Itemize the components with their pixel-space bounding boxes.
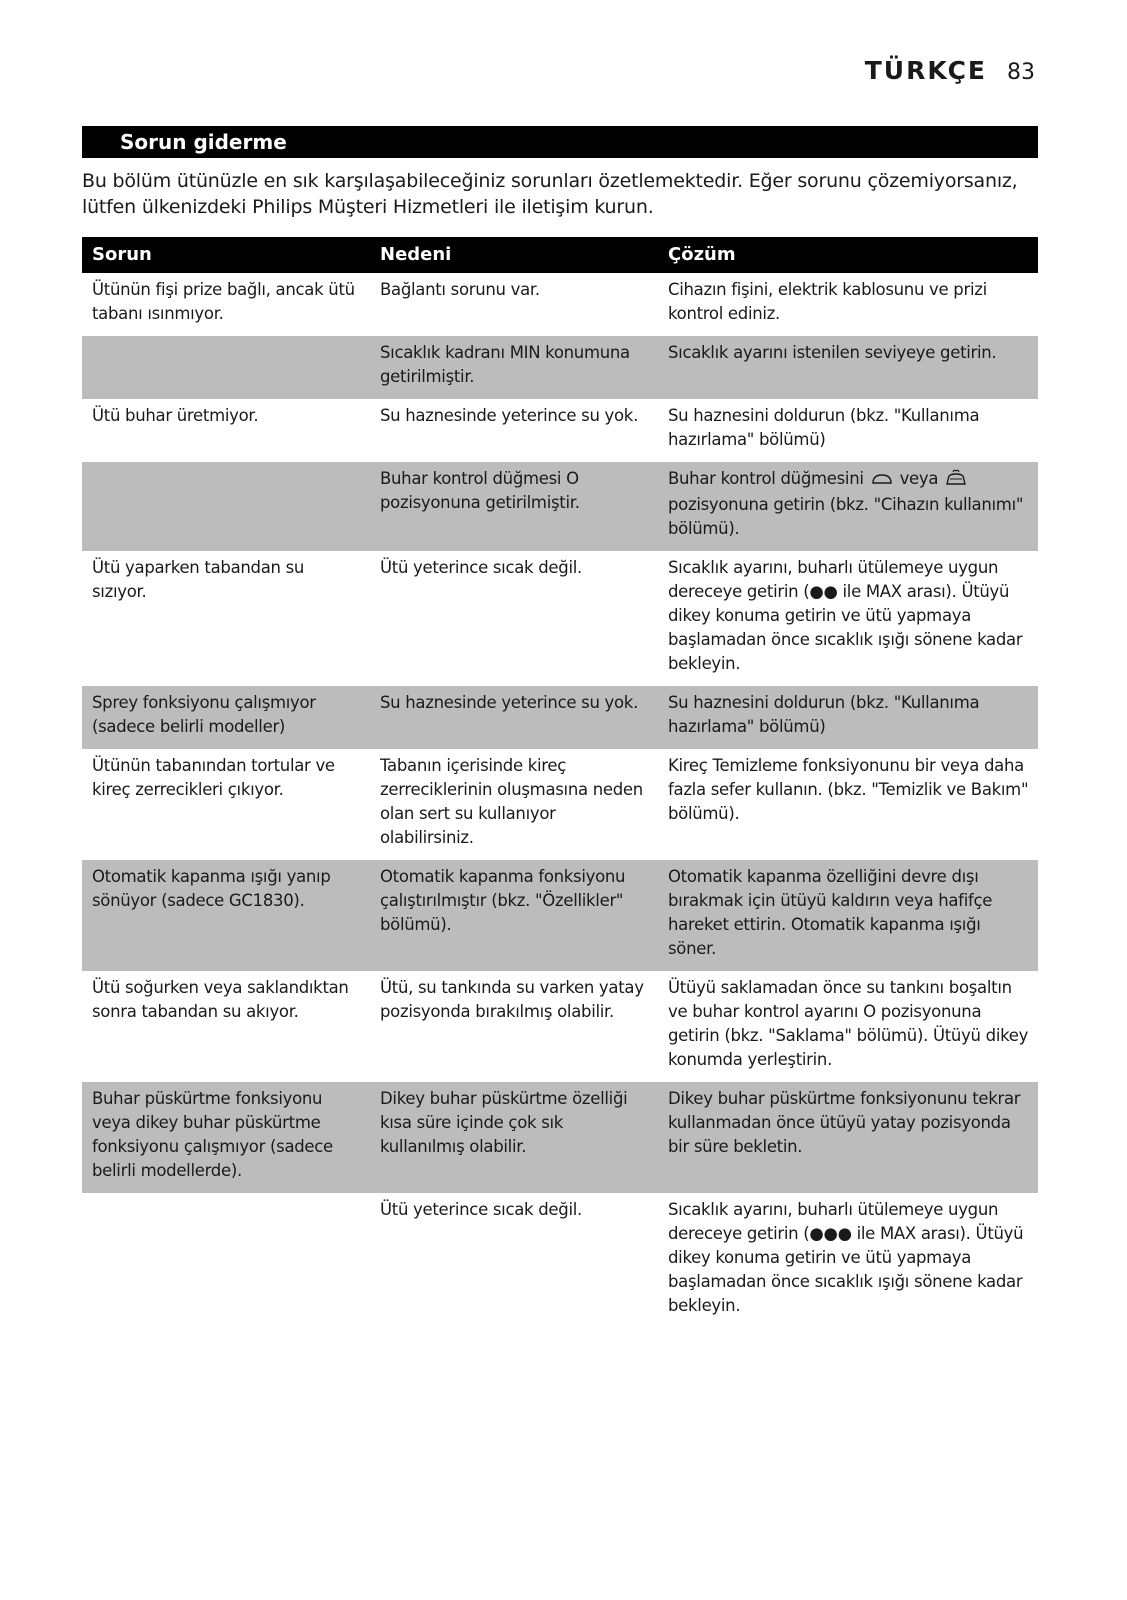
problem-cell: Ütü yaparken tabandan su sızıyor. xyxy=(82,551,370,686)
problem-cell: Ütü buhar üretmiyor. xyxy=(82,399,370,462)
cause-cell: Ütü yeterince sıcak değil. xyxy=(370,551,658,686)
table-row xyxy=(82,462,1038,551)
problem-cell xyxy=(82,1193,370,1328)
solution-cell: Kireç Temizleme fonksiyonunu bir veya daha fazla sefer kullanın. (bkz. "Temizlik ve Bakım" bölümü). xyxy=(658,749,1038,860)
table-row xyxy=(82,1082,1038,1193)
solution-cell: Cihazın fişini, elektrik kablosunu ve prizi kontrol ediniz. xyxy=(658,273,1038,336)
solution-cell: Otomatik kapanma özelliğini devre dışı bırakmak için ütüyü kaldırın veya hafifçe hareket ettirin. Otomatik kapanma ışığı söner. xyxy=(658,860,1038,971)
solution-text-part: Buhar kontrol düğmesini xyxy=(668,469,864,488)
section-title: Sorun giderme xyxy=(82,126,1038,158)
page-header xyxy=(865,56,1035,85)
solution-text-part: pozisyonuna getirin (bkz. "Cihazın kullanımı" bölümü). xyxy=(668,495,1024,538)
header-solution: Çözüm xyxy=(658,237,1038,273)
steam-low-icon xyxy=(871,469,893,493)
problem-cell xyxy=(82,462,370,551)
solution-cell: Sıcaklık ayarını, buharlı ütülemeye uygun dereceye getirin (●● ile MAX arası). Ütüyü dikey konuma getirin ve ütü yapmaya başlamadan önce sıcaklık ışığı sönene kadar bekleyin. xyxy=(658,551,1038,686)
problem-cell: Buhar püskürtme fonksiyonu veya dikey buhar püskürtme fonksiyonu çalışmıyor (sadece belirli modellerde). xyxy=(82,1082,370,1193)
cause-cell: Su haznesinde yeterince su yok. xyxy=(370,686,658,749)
table-row xyxy=(82,273,1038,336)
cause-cell: Bağlantı sorunu var. xyxy=(370,273,658,336)
problem-cell xyxy=(82,336,370,399)
cause-cell: Su haznesinde yeterince su yok. xyxy=(370,399,658,462)
cause-cell: Dikey buhar püskürtme özelliği kısa süre içinde çok sık kullanılmış olabilir. xyxy=(370,1082,658,1193)
problem-cell: Ütünün tabanından tortular ve kireç zerrecikleri çıkıyor. xyxy=(82,749,370,860)
table-row xyxy=(82,749,1038,860)
solution-cell: Sıcaklık ayarını istenilen seviyeye getirin. xyxy=(658,336,1038,399)
cause-cell: Otomatik kapanma fonksiyonu çalıştırılmıştır (bkz. "Özellikler" bölümü). xyxy=(370,860,658,971)
header-problem: Sorun xyxy=(82,237,370,273)
solution-cell xyxy=(658,462,1038,551)
table-row xyxy=(82,399,1038,462)
intro-paragraph: Bu bölüm ütünüzle en sık karşılaşabileceğiniz sorunları özetlemektedir. Eğer sorunu çözemiyorsanız, lütfen ülkenizdeki Philips Müşteri Hizmetleri ile iletişim kurun. xyxy=(82,170,1018,218)
cause-cell: Buhar kontrol düğmesi O pozisyonuna getirilmiştir. xyxy=(370,462,658,551)
problem-cell: Sprey fonksiyonu çalışmıyor (sadece belirli modeller) xyxy=(82,686,370,749)
table-row xyxy=(82,971,1038,1082)
solution-cell: Su haznesini doldurun (bkz. "Kullanıma hazırlama" bölümü) xyxy=(658,399,1038,462)
solution-cell: Sıcaklık ayarını, buharlı ütülemeye uygun dereceye getirin (●●● ile MAX arası). Ütüyü dikey konuma getirin ve ütü yapmaya başlamadan önce sıcaklık ışığı sönene kadar bekleyin. xyxy=(658,1193,1038,1328)
steam-high-icon xyxy=(945,468,967,493)
problem-cell: Otomatik kapanma ışığı yanıp sönüyor (sadece GC1830). xyxy=(82,860,370,971)
cause-cell: Ütü, su tankında su varken yatay pozisyonda bırakılmış olabilir. xyxy=(370,971,658,1082)
problem-cell: Ütünün fişi prize bağlı, ancak ütü tabanı ısınmıyor. xyxy=(82,273,370,336)
solution-text-part: veya xyxy=(899,469,939,488)
solution-cell: Su haznesini doldurun (bkz. "Kullanıma hazırlama" bölümü) xyxy=(658,686,1038,749)
table-row xyxy=(82,551,1038,686)
cause-cell: Tabanın içerisinde kireç zerreciklerinin oluşmasına neden olan sert su kullanıyor olabilirsiniz. xyxy=(370,749,658,860)
troubleshooting-table xyxy=(82,237,1038,1328)
page-number: 83 xyxy=(1007,60,1035,85)
table-row xyxy=(82,1193,1038,1328)
cause-cell: Ütü yeterince sıcak değil. xyxy=(370,1193,658,1328)
solution-cell: Ütüyü saklamadan önce su tankını boşaltın ve buhar kontrol ayarını O pozisyonuna getirin (bkz. "Saklama" bölümü). Ütüyü dikey konumda yerleştirin. xyxy=(658,971,1038,1082)
table-row xyxy=(82,686,1038,749)
solution-cell: Dikey buhar püskürtme fonksiyonunu tekrar kullanmadan önce ütüyü yatay pozisyonda bir süre bekletin. xyxy=(658,1082,1038,1193)
header-cause: Nedeni xyxy=(370,237,658,273)
table-header-row xyxy=(82,237,1038,273)
cause-cell: Sıcaklık kadranı MIN konumuna getirilmiştir. xyxy=(370,336,658,399)
table-row xyxy=(82,336,1038,399)
table-row xyxy=(82,860,1038,971)
problem-cell: Ütü soğurken veya saklandıktan sonra tabandan su akıyor. xyxy=(82,971,370,1082)
language-label: TÜRKÇE xyxy=(864,56,987,85)
